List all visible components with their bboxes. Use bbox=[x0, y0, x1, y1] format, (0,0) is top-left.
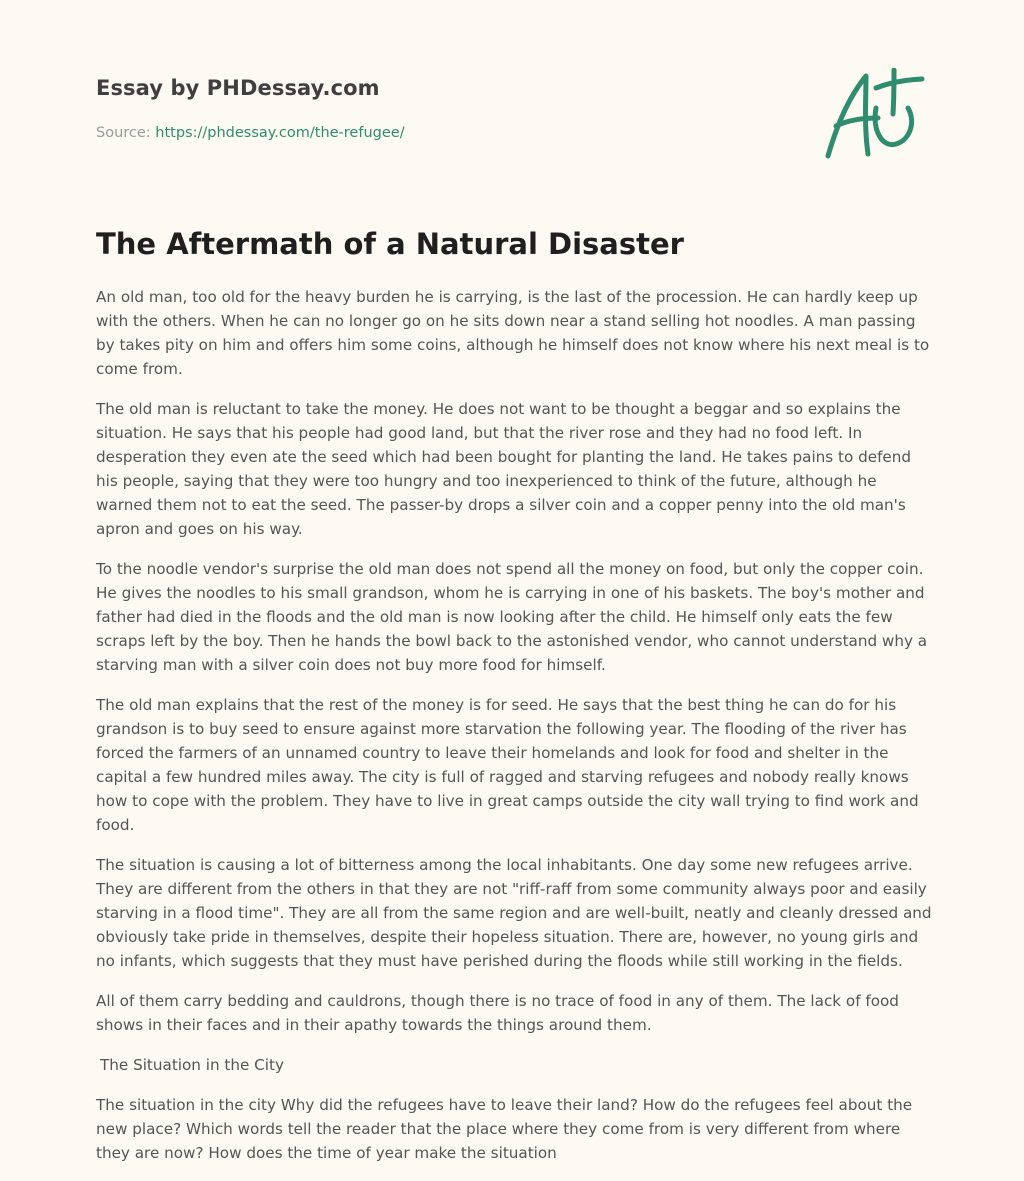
paragraph: The old man is reluctant to take the money. He does not want to be thought a beggar and so explains the situation. He says that his people had good land, but that the river rose and they had no food left. In desperation they even ate the seed which had been bought for planting the land. He takes pains to defend his people, saying that they were too hungry and too inexperienced to think of the future, although he warned them not to eat the seed. The passer-by drops a silver coin and a copper penny into the old man's apron and goes on his way. bbox=[96, 400, 912, 538]
source-line bbox=[96, 125, 405, 141]
paragraph: An old man, too old for the heavy burden he is carrying, is the last of the procession. He can hardly keep up with the others. When he can no longer go on he sits down near a stand selling hot noodles. A man passing by takes pity on him and offers him some coins, although he himself does not know where his next meal is to come from. bbox=[96, 288, 930, 378]
paragraph: The old man explains that the rest of the money is for seed. He says that the best thing he can do for his grandson is to buy seed to ensure against more starvation the following year. The flooding of the river has forced the farmers of an unnamed country to leave their homelands and look for food and shelter in the capital a few hundred miles away. The city is full of ragged and starving refugees and nobody really knows how to cope with the problem. They have to live in great camps outside the city wall trying to find work and food. bbox=[96, 696, 919, 834]
paragraph: The situation in the city Why did the refugees have to leave their land? How do the refugees feel about the new place? Which words tell the reader that the place where they come from is very different from where they are now? How does the time of year make the situation bbox=[96, 1096, 913, 1162]
source-label: Source: bbox=[96, 125, 156, 141]
brand-title: Essay by PHDessay.com bbox=[96, 76, 380, 100]
paragraph: All of them carry bedding and cauldrons, though there is no trace of food in any of them. The lack of food shows in their faces and in their apathy towards the things around them. bbox=[96, 992, 899, 1034]
essay-body bbox=[96, 285, 932, 1181]
paragraph: The situation is causing a lot of bitterness among the local inhabitants. One day some new refugees arrive. They are different from the others in that they are not "riff-raff from some community always poor and easily starving in a flood time". They are all from the same region and are well-built, neatly and cleanly dressed and obviously take pride in themselves, despite their hopeless situation. There are, however, no young girls and no infants, which suggests that they must have perished during the floods while still working in the fields. bbox=[96, 856, 932, 970]
a-plus-logo-icon bbox=[822, 68, 928, 164]
essay-header bbox=[96, 74, 928, 174]
section-subheading: The Situation in the City bbox=[100, 1056, 284, 1074]
paragraph: To the noodle vendor's surprise the old man does not spend all the money on food, but only the copper coin. He gives the noodles to his small grandson, whom he is carrying in one of his baskets. The boy's mother and father had died in the floods and the old man is now looking after the child. He himself only eats the few scraps left by the boy. Then he hands the bowl back to the astonished vendor, who cannot understand why a starving man with a silver coin does not buy more food for himself. bbox=[96, 560, 928, 674]
source-link[interactable]: https://phdessay.com/the-refugee/ bbox=[155, 125, 405, 141]
essay-title: The Aftermath of a Natural Disaster bbox=[96, 227, 684, 261]
